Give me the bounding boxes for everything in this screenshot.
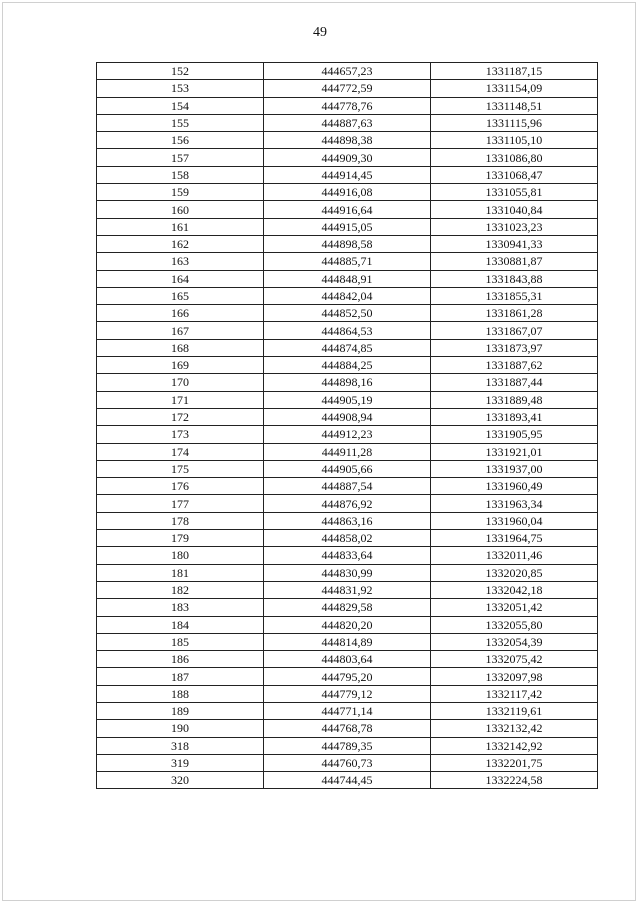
y-coordinate-cell: 1332142,92 [431,737,598,754]
table-row [97,512,598,529]
point-number-cell: 161 [97,218,264,235]
x-coordinate-cell: 444914,45 [264,166,431,183]
x-coordinate-cell: 444760,73 [264,754,431,771]
x-coordinate-cell: 444768,78 [264,720,431,737]
x-coordinate-cell: 444772,59 [264,80,431,97]
y-coordinate-cell: 1332042,18 [431,581,598,598]
table-row [97,80,598,97]
x-coordinate-cell: 444771,14 [264,702,431,719]
table-row [97,253,598,270]
point-number-cell: 318 [97,737,264,754]
x-coordinate-cell: 444864,53 [264,322,431,339]
y-coordinate-cell: 1332054,39 [431,633,598,650]
table-row [97,720,598,737]
table-row [97,685,598,702]
y-coordinate-cell: 1332224,58 [431,772,598,789]
point-number-cell: 159 [97,184,264,201]
x-coordinate-cell: 444779,12 [264,685,431,702]
table-row [97,651,598,668]
x-coordinate-cell: 444842,04 [264,287,431,304]
point-number-cell: 184 [97,616,264,633]
table-row [97,235,598,252]
x-coordinate-cell: 444885,71 [264,253,431,270]
table-row [97,754,598,771]
y-coordinate-cell: 1331086,80 [431,149,598,166]
y-coordinate-cell: 1331887,62 [431,357,598,374]
x-coordinate-cell: 444657,23 [264,63,431,80]
y-coordinate-cell: 1332051,42 [431,599,598,616]
point-number-cell: 168 [97,339,264,356]
point-number-cell: 180 [97,547,264,564]
x-coordinate-cell: 444803,64 [264,651,431,668]
x-coordinate-cell: 444898,38 [264,132,431,149]
point-number-cell: 189 [97,702,264,719]
table-row [97,132,598,149]
y-coordinate-cell: 1331055,81 [431,184,598,201]
y-coordinate-cell: 1332097,98 [431,668,598,685]
x-coordinate-cell: 444887,63 [264,114,431,131]
x-coordinate-cell: 444898,58 [264,235,431,252]
y-coordinate-cell: 1331105,10 [431,132,598,149]
y-coordinate-cell: 1332119,61 [431,702,598,719]
table-row [97,357,598,374]
y-coordinate-cell: 1331889,48 [431,391,598,408]
x-coordinate-cell: 444909,30 [264,149,431,166]
table-row [97,564,598,581]
y-coordinate-cell: 1332117,42 [431,685,598,702]
point-number-cell: 178 [97,512,264,529]
table-row [97,599,598,616]
y-coordinate-cell: 1331921,01 [431,443,598,460]
table-row [97,737,598,754]
table-row [97,218,598,235]
table-row [97,633,598,650]
x-coordinate-cell: 444744,45 [264,772,431,789]
point-number-cell: 171 [97,391,264,408]
table-row [97,495,598,512]
table-row [97,114,598,131]
table-row [97,547,598,564]
point-number-cell: 163 [97,253,264,270]
x-coordinate-cell: 444915,05 [264,218,431,235]
point-number-cell: 169 [97,357,264,374]
table-row [97,426,598,443]
x-coordinate-cell: 444912,23 [264,426,431,443]
table-row [97,702,598,719]
table-row [97,374,598,391]
table-row [97,478,598,495]
point-number-cell: 156 [97,132,264,149]
y-coordinate-cell: 1332020,85 [431,564,598,581]
y-coordinate-cell: 1331964,75 [431,530,598,547]
x-coordinate-cell: 444908,94 [264,408,431,425]
point-number-cell: 157 [97,149,264,166]
coordinates-table-body [97,63,598,789]
point-number-cell: 173 [97,426,264,443]
table-row [97,201,598,218]
x-coordinate-cell: 444830,99 [264,564,431,581]
point-number-cell: 186 [97,651,264,668]
x-coordinate-cell: 444876,92 [264,495,431,512]
x-coordinate-cell: 444789,35 [264,737,431,754]
x-coordinate-cell: 444852,50 [264,305,431,322]
point-number-cell: 181 [97,564,264,581]
x-coordinate-cell: 444887,54 [264,478,431,495]
page-number: 49 [313,25,327,40]
table-row [97,460,598,477]
y-coordinate-cell: 1331873,97 [431,339,598,356]
point-number-cell: 172 [97,408,264,425]
y-coordinate-cell: 1331960,49 [431,478,598,495]
coordinates-table [96,62,598,789]
table-row [97,63,598,80]
point-number-cell: 174 [97,443,264,460]
y-coordinate-cell: 1331068,47 [431,166,598,183]
x-coordinate-cell: 444795,20 [264,668,431,685]
table-row [97,443,598,460]
y-coordinate-cell: 1330881,87 [431,253,598,270]
y-coordinate-cell: 1332075,42 [431,651,598,668]
x-coordinate-cell: 444848,91 [264,270,431,287]
point-number-cell: 160 [97,201,264,218]
table-row [97,97,598,114]
x-coordinate-cell: 444820,20 [264,616,431,633]
y-coordinate-cell: 1331855,31 [431,287,598,304]
table-row [97,616,598,633]
y-coordinate-cell: 1331905,95 [431,426,598,443]
point-number-cell: 182 [97,581,264,598]
x-coordinate-cell: 444778,76 [264,97,431,114]
table-row [97,305,598,322]
x-coordinate-cell: 444833,64 [264,547,431,564]
x-coordinate-cell: 444858,02 [264,530,431,547]
table-row [97,287,598,304]
y-coordinate-cell: 1331893,41 [431,408,598,425]
x-coordinate-cell: 444916,64 [264,201,431,218]
table-row [97,668,598,685]
x-coordinate-cell: 444898,16 [264,374,431,391]
point-number-cell: 190 [97,720,264,737]
x-coordinate-cell: 444911,28 [264,443,431,460]
point-number-cell: 188 [97,685,264,702]
y-coordinate-cell: 1331148,51 [431,97,598,114]
point-number-cell: 183 [97,599,264,616]
table-row [97,149,598,166]
table-row [97,270,598,287]
y-coordinate-cell: 1331023,23 [431,218,598,235]
x-coordinate-cell: 444814,89 [264,633,431,650]
y-coordinate-cell: 1331937,00 [431,460,598,477]
point-number-cell: 167 [97,322,264,339]
y-coordinate-cell: 1331187,15 [431,63,598,80]
x-coordinate-cell: 444916,08 [264,184,431,201]
y-coordinate-cell: 1332011,46 [431,547,598,564]
x-coordinate-cell: 444905,66 [264,460,431,477]
point-number-cell: 320 [97,772,264,789]
point-number-cell: 185 [97,633,264,650]
table-row [97,166,598,183]
point-number-cell: 164 [97,270,264,287]
y-coordinate-cell: 1331960,04 [431,512,598,529]
point-number-cell: 187 [97,668,264,685]
point-number-cell: 166 [97,305,264,322]
point-number-cell: 176 [97,478,264,495]
x-coordinate-cell: 444874,85 [264,339,431,356]
table-row [97,184,598,201]
point-number-cell: 175 [97,460,264,477]
table-row [97,530,598,547]
y-coordinate-cell: 1331963,34 [431,495,598,512]
y-coordinate-cell: 1331887,44 [431,374,598,391]
x-coordinate-cell: 444863,16 [264,512,431,529]
point-number-cell: 170 [97,374,264,391]
point-number-cell: 165 [97,287,264,304]
x-coordinate-cell: 444829,58 [264,599,431,616]
x-coordinate-cell: 444831,92 [264,581,431,598]
y-coordinate-cell: 1331154,09 [431,80,598,97]
table-row [97,581,598,598]
point-number-cell: 319 [97,754,264,771]
point-number-cell: 155 [97,114,264,131]
y-coordinate-cell: 1331861,28 [431,305,598,322]
point-number-cell: 152 [97,63,264,80]
table-row [97,408,598,425]
table-row [97,339,598,356]
y-coordinate-cell: 1332132,42 [431,720,598,737]
x-coordinate-cell: 444905,19 [264,391,431,408]
y-coordinate-cell: 1331867,07 [431,322,598,339]
table-row [97,391,598,408]
y-coordinate-cell: 1330941,33 [431,235,598,252]
table-row [97,322,598,339]
x-coordinate-cell: 444884,25 [264,357,431,374]
table-row [97,772,598,789]
point-number-cell: 177 [97,495,264,512]
point-number-cell: 158 [97,166,264,183]
y-coordinate-cell: 1331843,88 [431,270,598,287]
point-number-cell: 154 [97,97,264,114]
point-number-cell: 179 [97,530,264,547]
point-number-cell: 153 [97,80,264,97]
y-coordinate-cell: 1331115,96 [431,114,598,131]
y-coordinate-cell: 1332201,75 [431,754,598,771]
y-coordinate-cell: 1332055,80 [431,616,598,633]
y-coordinate-cell: 1331040,84 [431,201,598,218]
point-number-cell: 162 [97,235,264,252]
